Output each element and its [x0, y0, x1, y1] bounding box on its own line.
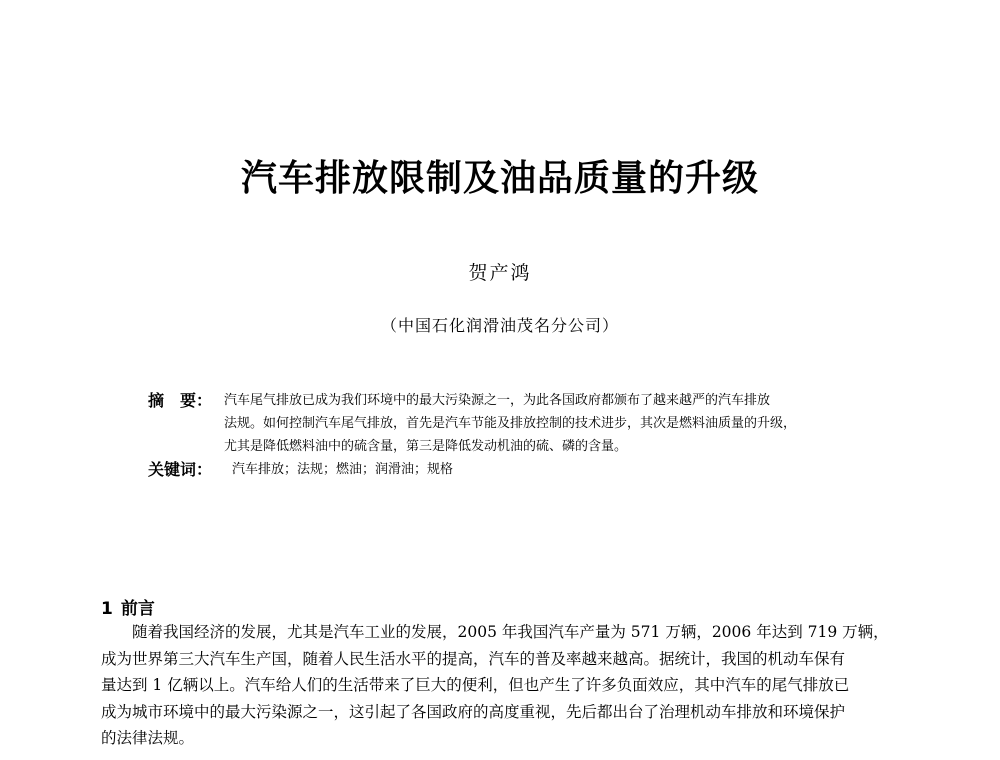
abstract-line: 汽车尾气排放已成为我们环境中的最大污染源之一，为此各国政府都颁布了越来越严的汽车排放 [224, 393, 771, 408]
abstract-line: 尤其是降低燃料油中的硫含量，第三是降低发动机油的硫、磷的含量。 [224, 439, 628, 454]
abstract-block [148, 389, 888, 481]
keywords-text: 汽车排放；法规；燃油；润滑油；规格 [232, 462, 454, 477]
abstract-row [148, 389, 888, 458]
paper-title: 汽车排放限制及油品质量的升级 [240, 158, 759, 199]
body-line: 量达到 1 亿辆以上。汽车给人们的生活带来了巨大的便利，但也产生了许多负面效应，其中汽车的尾气排放已 [101, 676, 850, 694]
section-heading [101, 594, 155, 619]
abstract-label: 摘 要： [148, 391, 213, 410]
abstract-line: 法规。如何控制汽车尾气排放，首先是汽车节能及排放控制的技术进步，其次是燃料油质量的升级， [224, 416, 797, 431]
abstract-text [224, 389, 888, 458]
body-line: 成为城市环境中的最大污染源之一，这引起了各国政府的高度重视，先后都出台了治理机动车排放和环境保护 [101, 702, 846, 721]
keywords-row [148, 458, 888, 481]
body-line: 成为世界第三大汽车生产国，随着人民生活水平的提高，汽车的普及率越来越高。据统计，我国的机动车保有 [101, 649, 846, 668]
body-line: 的法律法规。 [101, 729, 195, 747]
section-number: 1 [101, 599, 113, 619]
section-title: 前言 [120, 599, 155, 619]
author-name: 贺产鸿 [468, 262, 532, 284]
keywords-label: 关键词： [148, 460, 213, 479]
author-affiliation: （中国石化润滑油茂名分公司） [380, 316, 619, 335]
body-line: 随着我国经济的发展，尤其是汽车工业的发展，2005 年我国汽车产量为 571 万辆，2006 年达到 719 万辆， [132, 623, 889, 641]
section-body [101, 619, 916, 752]
